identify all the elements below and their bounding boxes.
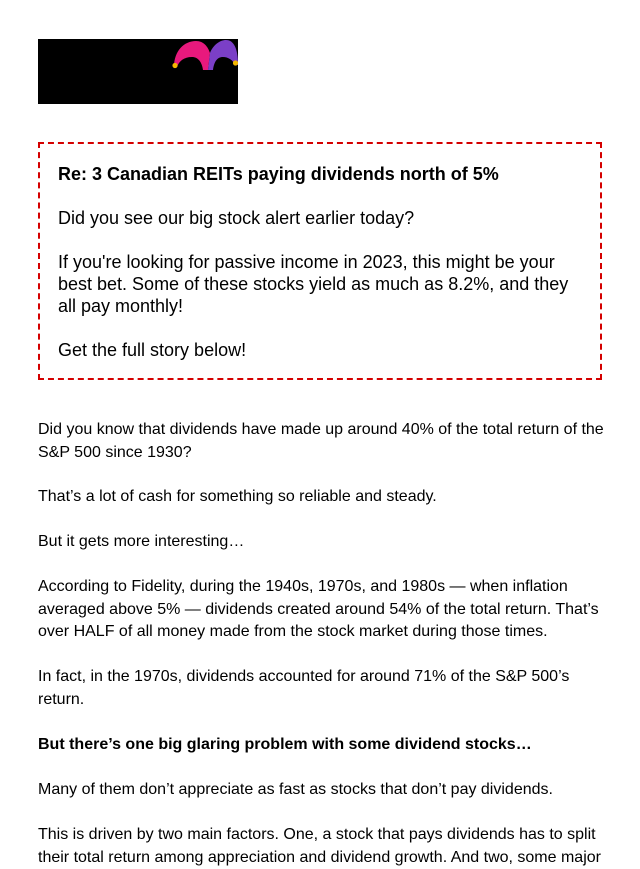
alert-paragraph: Did you see our big stock alert earlier today? <box>58 208 415 228</box>
body-paragraph: Many of them don’t appreciate as fast as stocks that don’t pay dividends. <box>38 781 553 798</box>
body-paragraph-bold: But there’s one big glaring problem with some dividend stocks… <box>38 736 532 753</box>
body-paragraph: That’s a lot of cash for something so reliable and steady. <box>38 488 437 505</box>
body-paragraph: Did you know that dividends have made up around 40% of the total return of the S&P 500 since 1930? <box>38 421 604 461</box>
alert-title: Re: 3 Canadian REITs paying dividends north of 5% <box>58 164 499 184</box>
alert-box <box>38 142 602 380</box>
brand-logo <box>38 39 238 104</box>
body-paragraph: But it gets more interesting… <box>38 533 245 550</box>
alert-paragraph: If you're looking for passive income in 2023, this might be your best bet. Some of these stocks yield as much as 8.2%, and they all pay monthly! <box>58 252 569 316</box>
alert-paragraph: Get the full story below! <box>58 340 247 360</box>
jester-hat-icon <box>38 39 238 104</box>
body-paragraph: This is driven by two main factors. One, a stock that pays dividends has to split their total return among appreciation and dividend growth. And two, some major <box>38 826 601 866</box>
body-paragraph: According to Fidelity, during the 1940s, 1970s, and 1980s — when inflation averaged above 5% — dividends created around 54% of the total return. That’s over HALF of all money made from the stock market during those times. <box>38 578 599 640</box>
body-paragraph: In fact, in the 1970s, dividends accounted for around 71% of the S&P 500’s return. <box>38 668 570 708</box>
